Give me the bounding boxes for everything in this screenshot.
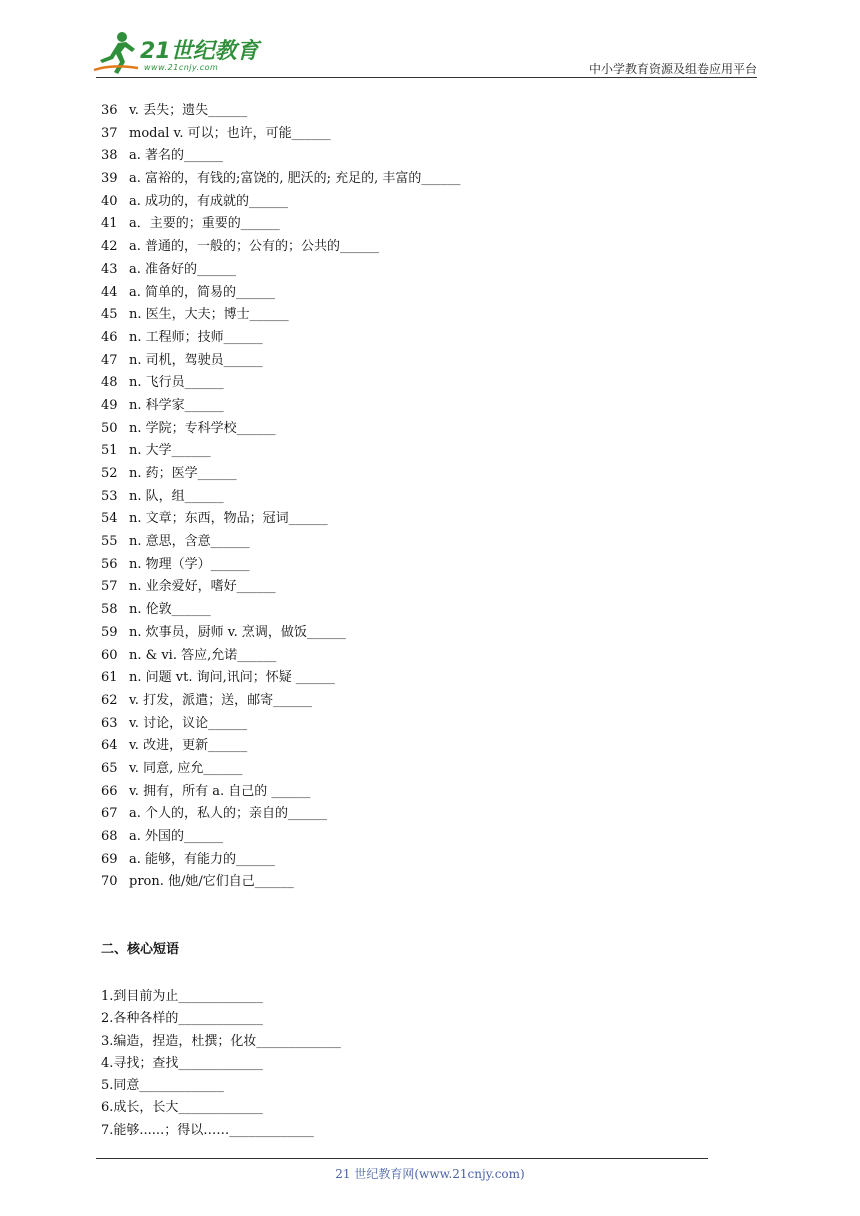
vocab-text: modal v. 可以；也许，可能______: [129, 125, 331, 141]
vocab-number: 61: [101, 670, 118, 686]
section-title-core-phrases: 二、核心短语: [101, 942, 180, 957]
vocab-number: 45: [101, 307, 118, 323]
vocab-number: 68: [101, 829, 118, 844]
phrase-item: 4.寻找；查找_____________: [101, 1055, 263, 1071]
vocab-text: v. 拥有，所有 a. 自己的 ______: [129, 783, 311, 799]
footer-link[interactable]: 21 世纪教育网(www.21cnjy.com): [335, 1167, 525, 1181]
vocab-number: 69: [101, 851, 118, 867]
vocab-text: a. 外国的______: [129, 829, 224, 844]
vocab-number: 60: [101, 647, 118, 663]
vocab-item: [101, 418, 460, 441]
vocab-item: [101, 849, 460, 872]
vocab-text: n. 药；医学______: [129, 466, 237, 481]
vocab-item: [101, 667, 460, 690]
page-header: [0, 0, 860, 80]
vocab-item: [101, 282, 460, 305]
vocab-number: 64: [101, 738, 118, 754]
vocab-text: n. 伦敦______: [129, 602, 211, 618]
vocab-text: a. 著名的______: [129, 148, 224, 164]
vocab-number: 62: [101, 692, 118, 708]
vocab-text: a. 富裕的，有钱的;富饶的, 肥沃的; 充足的, 丰富的______: [129, 171, 461, 187]
vocab-item: [101, 826, 460, 849]
vocab-item: [101, 508, 460, 531]
logo: [92, 30, 262, 80]
vocab-text: n. 学院；专科学校______: [129, 420, 276, 436]
phrase-item: 6.成长，长大_____________: [101, 1100, 263, 1116]
vocab-text: n. 炊事员，厨师 v. 烹调，做饭______: [129, 624, 346, 640]
vocab-item: [101, 803, 460, 826]
vocab-item: [101, 622, 460, 645]
vocab-text: n. 大学______: [129, 443, 211, 459]
vocab-item: [101, 123, 460, 146]
logo-text: 21世纪教育: [140, 39, 259, 64]
vocab-text: a. 准备好的______: [129, 261, 237, 277]
vocab-item: [101, 440, 460, 463]
vocab-item: [101, 304, 460, 327]
vocab-number: 57: [101, 579, 118, 595]
phrase-item: 5.同意_____________: [101, 1078, 224, 1094]
vocab-number: 38: [101, 148, 118, 164]
vocab-number: 54: [101, 511, 118, 527]
phrase-item: 2.各种各样的_____________: [101, 1011, 263, 1027]
vocab-number: 42: [101, 239, 118, 255]
vocab-text: a. 个人的，私人的；亲自的______: [129, 806, 328, 822]
vocab-item: [101, 645, 460, 668]
vocab-number: 39: [101, 171, 118, 187]
header-platform-text: 中小学教育资源及组卷应用平台: [588, 62, 757, 76]
vocab-number: 46: [101, 329, 118, 345]
vocab-number: 63: [101, 715, 118, 731]
phrase-item: 3.编造，捏造，杜撰；化妆_____________: [101, 1033, 341, 1049]
vocab-number: 47: [101, 352, 118, 368]
vocab-item: [101, 599, 460, 622]
phrase-item: 1.到目前为止_____________: [101, 989, 263, 1004]
vocab-text: pron. 他/她/它们自己______: [129, 874, 294, 890]
vocab-number: 50: [101, 420, 118, 436]
vocab-item: [101, 576, 460, 599]
vocab-item: [101, 259, 460, 282]
vocab-text: v. 丢失；遗失______: [129, 103, 248, 118]
vocab-number: 49: [101, 397, 118, 413]
vocab-number: 36: [101, 103, 118, 118]
vocab-text: a. 能够，有能力的______: [129, 851, 276, 867]
vocab-number: 67: [101, 806, 118, 822]
vocab-number: 37: [101, 125, 118, 141]
vocab-item: [101, 871, 460, 894]
phrase-list: [101, 986, 341, 1142]
vocab-item: [101, 463, 460, 486]
vocab-item: [101, 145, 460, 168]
vocab-text: v. 讨论，议论______: [129, 715, 248, 731]
vocab-text: n. 物理（学）______: [129, 556, 250, 572]
vocab-number: 48: [101, 375, 118, 391]
vocab-item: [101, 168, 460, 191]
vocab-text: v. 同意, 应允______: [129, 760, 243, 776]
vocabulary-list: [101, 100, 460, 894]
vocab-number: 53: [101, 488, 118, 504]
vocab-number: 40: [101, 193, 118, 209]
vocab-text: n. 医生，大夫；博士______: [129, 307, 289, 323]
vocab-number: 43: [101, 261, 118, 277]
vocab-text: n. 工程师；技师______: [129, 329, 263, 345]
vocab-text: v. 打发，派遣；送，邮寄______: [129, 692, 313, 708]
vocab-text: n. 业余爱好，嗜好______: [129, 579, 276, 595]
vocab-text: n. 文章；东西，物品；冠词______: [129, 511, 328, 527]
vocab-text: a．主要的；重要的______: [129, 216, 280, 232]
vocab-text: n. 意思，含意______: [129, 534, 250, 550]
logo-url: www.21cnjy.com: [144, 63, 219, 72]
vocab-item: [101, 781, 460, 804]
vocab-text: v. 改进，更新______: [129, 738, 248, 754]
vocab-item: [101, 690, 460, 713]
vocab-item: [101, 236, 460, 259]
phrase-item: 7.能够......；得以……_____________: [101, 1122, 314, 1138]
vocab-number: 55: [101, 534, 118, 550]
vocab-text: n. 问题 vt. 询问,讯问；怀疑 ______: [129, 670, 335, 686]
vocab-text: n. 队，组______: [129, 488, 224, 504]
vocab-item: [101, 713, 460, 736]
vocab-item: [101, 213, 460, 236]
header-divider: [96, 77, 757, 78]
vocab-item: [101, 395, 460, 418]
vocab-number: 51: [101, 443, 118, 459]
vocab-item: [101, 327, 460, 350]
vocab-number: 58: [101, 602, 118, 618]
vocab-number: 59: [101, 624, 118, 640]
vocab-item: [101, 372, 460, 395]
vocab-text: n. 司机，驾驶员______: [129, 352, 263, 368]
vocab-number: 70: [101, 874, 118, 890]
vocab-item: [101, 100, 460, 123]
vocab-item: [101, 191, 460, 214]
vocab-item: [101, 554, 460, 577]
vocab-text: a. 普通的，一般的；公有的；公共的______: [129, 239, 380, 255]
runner-logo-icon: [92, 30, 140, 76]
vocab-text: n. 飞行员______: [129, 375, 224, 391]
vocab-number: 44: [101, 284, 118, 300]
vocab-number: 66: [101, 783, 118, 799]
vocab-item: [101, 350, 460, 373]
vocab-text: a. 简单的，简易的______: [129, 284, 276, 300]
vocab-number: 65: [101, 760, 118, 776]
vocab-item: [101, 758, 460, 781]
footer-divider: [96, 1158, 708, 1159]
vocab-number: 56: [101, 556, 118, 572]
vocab-text: n. & vi. 答应,允诺______: [129, 647, 277, 663]
vocab-item: [101, 531, 460, 554]
vocab-item: [101, 486, 460, 509]
vocab-number: 52: [101, 466, 118, 481]
vocab-item: [101, 735, 460, 758]
vocab-text: a. 成功的，有成就的______: [129, 193, 289, 209]
vocab-text: n. 科学家______: [129, 397, 224, 413]
vocab-number: 41: [101, 216, 118, 232]
